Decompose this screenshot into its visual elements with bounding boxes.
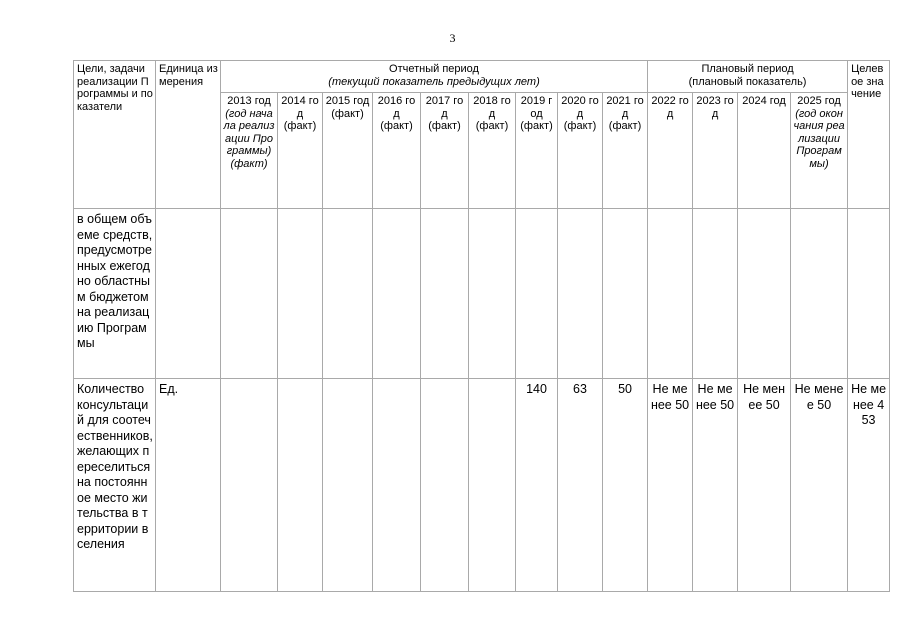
year-header: 2014 год (факт) [278,93,323,209]
reporting-subtitle: (текущий показатель предыдущих лет) [328,75,540,88]
value-cell: Не менее 50 [693,379,738,592]
header-reporting-period [221,61,648,93]
target-cell [848,209,890,379]
value-cell [469,209,516,379]
header-target: Целевое значение [848,61,890,209]
value-cell: Не менее 50 [648,379,693,592]
value-cell [693,209,738,379]
value-cell [421,379,469,592]
value-cell [603,209,648,379]
value-cell [421,209,469,379]
table-row [74,379,890,592]
year-header: 2017 год (факт) [421,93,469,209]
year-header: 2021 год (факт) [603,93,648,209]
value-cell: 63 [558,379,603,592]
page-number: 3 [449,31,456,45]
value-cell: 50 [603,379,648,592]
planned-subtitle: (плановый показатель) [688,75,807,88]
target-cell: Не менее 453 [848,379,890,592]
value-cell [648,209,693,379]
value-cell: 140 [516,379,558,592]
year-header: 2015 год (факт) [323,93,373,209]
value-cell [558,209,603,379]
value-cell [323,379,373,592]
program-indicators-table [73,60,890,592]
value-cell [516,209,558,379]
reporting-title: Отчетный период [389,63,479,75]
year-header: 2024 год [738,93,791,209]
year-header: 2020 год (факт) [558,93,603,209]
header-row-1 [74,61,890,93]
value-cell [278,209,323,379]
year-header: 2022 год [648,93,693,209]
indicator-cell: в общем объеме средств, предусмотренных ежегодно областным бюджетом на реализацию Программы [74,209,156,379]
value-cell [791,209,848,379]
value-cell [373,209,421,379]
year-header: 2023 год [693,93,738,209]
year-header: 2013 год (год начала реализации Программы) (факт) [221,93,278,209]
unit-cell [156,209,221,379]
value-cell [221,379,278,592]
value-cell: Не менее 50 [791,379,848,592]
indicator-cell: Количество консультаций для соотечественников, желающих переселиться на постоянное место жительства в территории вселения [74,379,156,592]
table-row [74,209,890,379]
value-cell [738,209,791,379]
year-header: 2018 год (факт) [469,93,516,209]
value-cell [221,209,278,379]
planned-title: Плановый период [701,63,794,75]
header-goal: Цели, задачи реализации Программы и показатели [74,61,156,209]
header-unit: Единица измерения [156,61,221,209]
value-cell: Не менее 50 [738,379,791,592]
value-cell [278,379,323,592]
year-header: 2019 год (факт) [516,93,558,209]
unit-cell: Ед. [156,379,221,592]
year-header: 2025 год (год окончания реализации Программы) [791,93,848,209]
value-cell [323,209,373,379]
year-header: 2016 год (факт) [373,93,421,209]
value-cell [469,379,516,592]
value-cell [373,379,421,592]
header-planned-period [648,61,848,93]
